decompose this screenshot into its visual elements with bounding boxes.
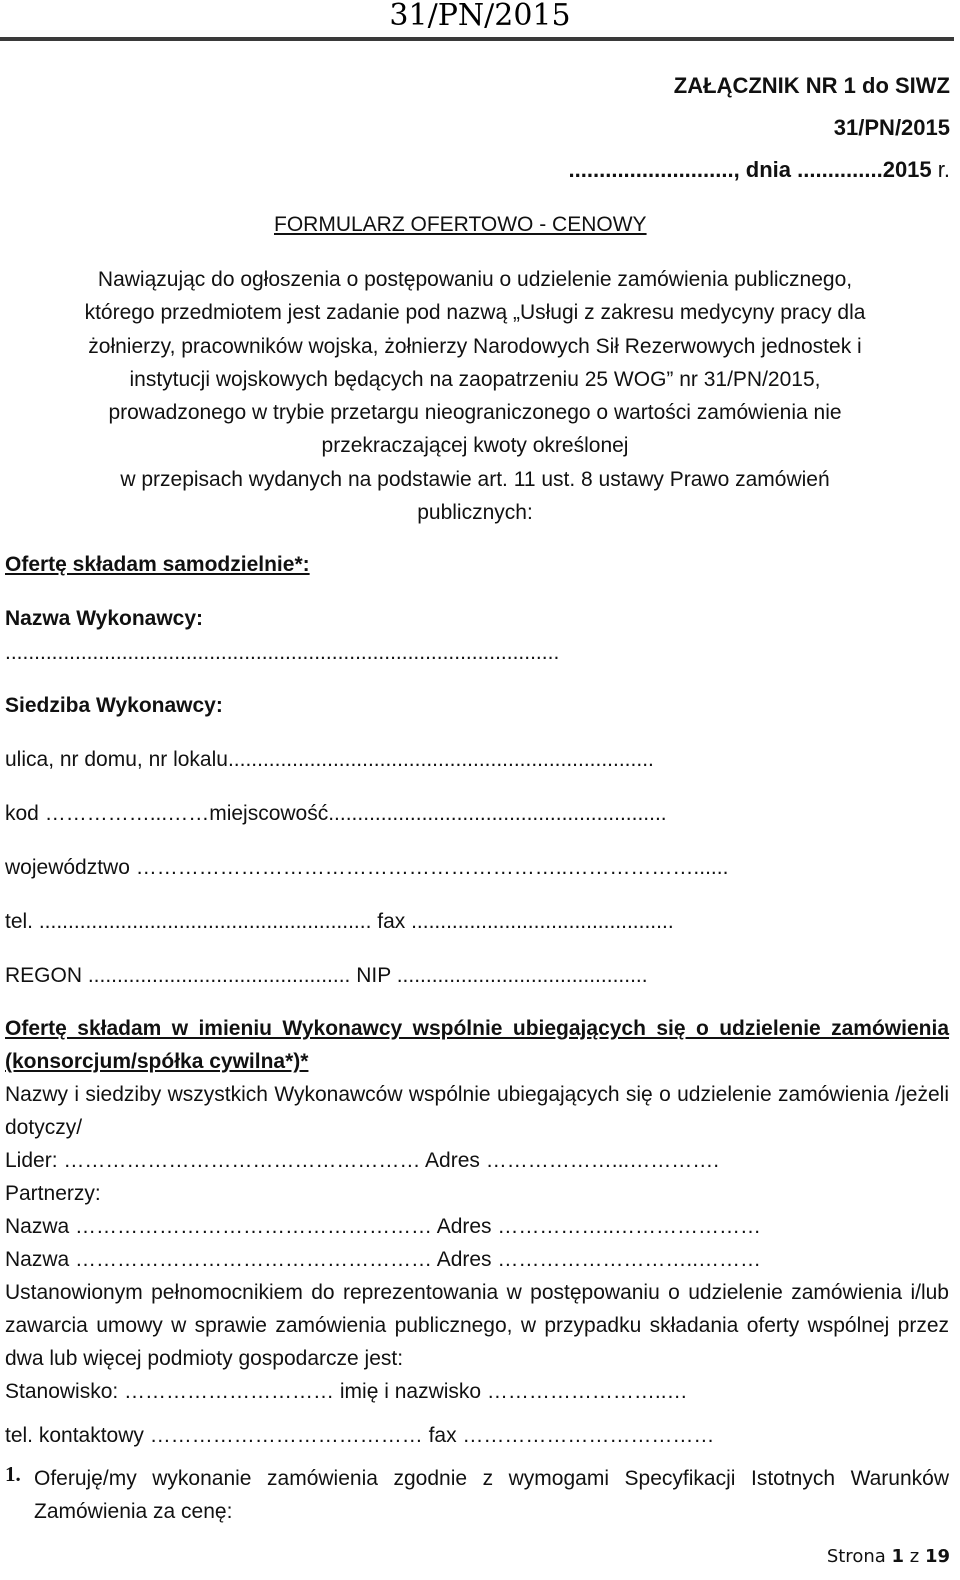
contractor-name-label: Nazwa Wykonawcy: [5, 607, 204, 630]
page-header-title: 31/PN/2015 [389, 0, 571, 33]
footer-total: 19 [924, 1546, 950, 1567]
contact-field[interactable]: tel. kontaktowy ………………………………… fax ……………………………… [5, 1424, 715, 1447]
reference-number: 31/PN/2015 [833, 115, 950, 140]
partner-field[interactable]: Nazwa …………………………………………… Adres ……………..………………… [5, 1215, 762, 1238]
intro-line: którego przedmiotem jest zadanie pod nazwą „Usługi z zakresu medycyny pracy dla [84, 301, 866, 325]
partner-field[interactable]: Nazwa …………………………………………… Adres ………………………..……… [5, 1248, 762, 1271]
intro-paragraph [10, 263, 940, 529]
footer-page: 1 [891, 1546, 905, 1567]
intro-line: w przepisach wydanych na podstawie art. 11 ust. 8 ustawy Prawo zamówień [120, 467, 830, 491]
postcode-city-field[interactable]: kod ……………...……miejscowość.......................................................... [5, 802, 667, 825]
date-line [569, 157, 950, 183]
intro-line: żołnierzy, pracowników wojska, żołnierzy Narodowych Sił Rezerwowych jednostek i [88, 334, 862, 358]
intro-line: Nawiązując do ogłoszenia o postępowaniu o udzielenie zamówienia publicznego, [97, 268, 853, 291]
joint-names-text: Nazwy i siedziby wszystkich Wykonawców wspólnie ubiegających się o udzielenie zamówienia /jeżeli dotyczy/ [5, 1083, 949, 1139]
intro-line: prowadzonego w trybie przetargu nieograniczonego o wartości zamówienia nie [108, 401, 842, 425]
date-suffix: r. [931, 157, 950, 182]
province-field[interactable]: województwo ……………………………………………………..………………...... [5, 856, 729, 879]
joint-offer-heading: Ofertę składam w imieniu Wykonawcy wspólnie ubiegających się o udzielenie zamówienia (konsorcjum/spółka cywilna*)* [5, 1017, 949, 1073]
contractor-name-field[interactable]: ............................................................................................... [5, 641, 560, 664]
date-dots: ..........................., dnia ..............2015 [568, 157, 932, 182]
attachment-label: ZAŁĄCZNIK NR 1 do SIWZ [673, 73, 950, 98]
proxy-text: Ustanowionym pełnomocnikiem do reprezentowania w postępowaniu o udzielenie zamówienia i/lub zawarcia umowy w sprawie zamówienia publicznego, w przypadku składania oferty wspólnej przez dwa lub więcej podmioty gospodarcze jest: [5, 1281, 949, 1370]
header-rule [0, 37, 954, 41]
contractor-seat-label: Siedziba Wykonawcy: [5, 694, 223, 717]
tel-fax-field[interactable]: tel. ......................................................... fax ............................................. [5, 910, 674, 933]
street-field[interactable]: ulica, nr domu, nr lokalu......................................................................... [5, 748, 654, 771]
regon-nip-field[interactable]: REGON ............................................. NIP ........................................... [5, 964, 648, 987]
leader-field[interactable]: Lider: …………………………………………… Adres ………………...…………. [5, 1149, 720, 1172]
partners-label: Partnerzy: [5, 1182, 101, 1205]
intro-line: przekraczającej kwoty określonej [321, 434, 629, 458]
proxy-position-field[interactable]: Stanowisko: ………………………… imię i nazwisko ……………………..… [5, 1380, 688, 1403]
item-text: Oferuję/my wykonanie zamówienia zgodnie z wymogami Specyfikacji Istotnych Warunków Zamówienia za cenę: [34, 1467, 949, 1523]
footer-mid: z [904, 1546, 925, 1567]
intro-line: publicznych: [417, 501, 533, 525]
page-footer [827, 1546, 950, 1567]
footer-prefix: Strona [826, 1546, 892, 1567]
item-number: 1. [5, 1462, 21, 1486]
solo-offer-heading: Ofertę składam samodzielnie*: [5, 553, 310, 576]
intro-line: instytucji wojskowych będących na zaopatrzeniu 25 WOG” nr 31/PN/2015, [129, 367, 821, 391]
form-title: FORMULARZ OFERTOWO - CENOWY [274, 213, 647, 236]
